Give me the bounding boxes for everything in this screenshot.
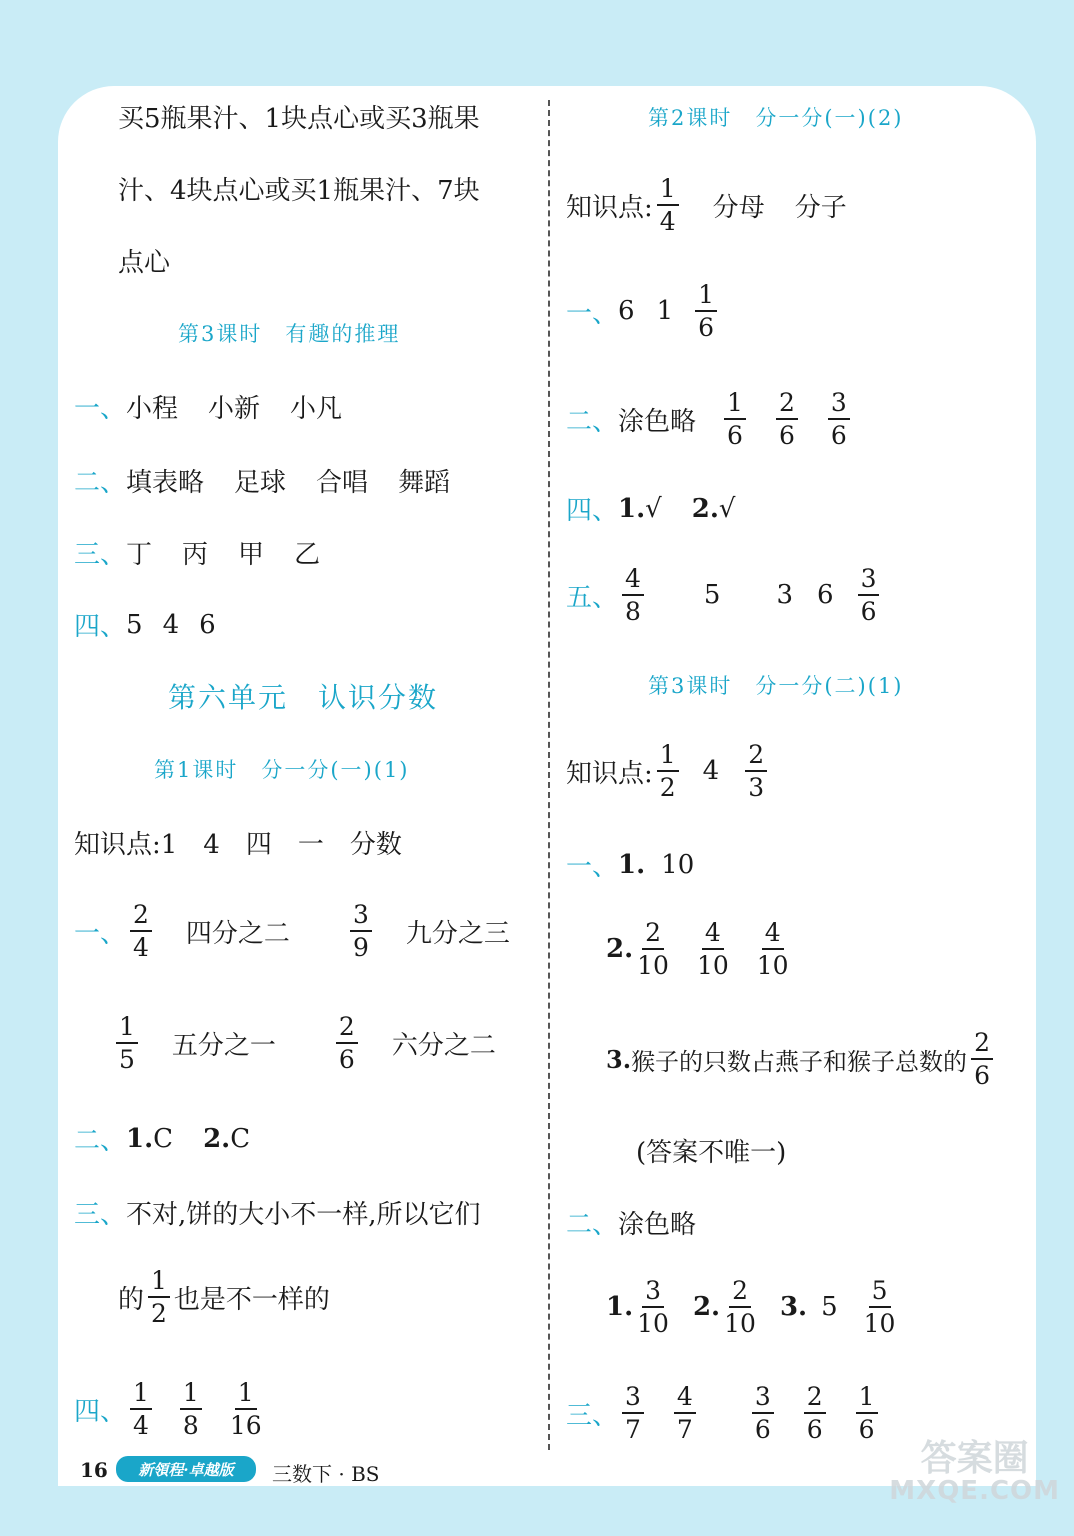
q-label: 二、 [566,1210,619,1240]
answer: 的 [118,1284,145,1315]
item-number: 1. [618,849,646,880]
answer: 4 [162,609,180,640]
item-number: 1. [606,1292,634,1322]
lesson-title-divide-1: 第1课时 分一分(一)(1) [154,758,410,782]
knowledge-points-2 [566,176,847,234]
fraction: $\frac{3}{7}$ [622,1384,644,1442]
q-label: 一、 [74,394,127,424]
answer: 丁 [126,540,153,570]
answer: 甲 [238,540,265,570]
q-label: 二、 [566,406,619,437]
fraction: $\frac{2}{6}$ [776,390,798,448]
fraction: $\frac{2}{10}$ [637,918,669,980]
q-label: 四、 [74,612,127,642]
answer: 丙 [182,540,209,570]
fraction: $\frac{3}{6}$ [858,566,880,624]
reasoning-q3 [74,534,320,571]
fraction: $\frac{3}{6}$ [828,390,850,448]
fraction: $\frac{2}{3}$ [745,742,767,800]
fraction: $\frac{3}{10}$ [637,1276,669,1338]
divide-q3-line1 [74,1194,481,1231]
answer: 六分之二 [391,1030,496,1061]
divide-q4 [74,1380,266,1438]
divide2-q5 [566,566,883,624]
knowledge-points-1: 知识点:1 4 四 一 分数 [74,830,402,860]
answer: 九分之三 [405,918,510,949]
divide3-q2-items [606,1278,899,1336]
answer: 猴子的只数占燕子和猴子总数的 [631,1047,968,1076]
q-label: 三、 [74,540,127,570]
watermark-title: 答案圈 [920,1438,1029,1479]
answer: 5 [703,580,721,610]
reasoning-q1 [74,388,342,425]
answer: 5 [821,1292,838,1322]
fraction: $\frac{1}{16}$ [229,1378,262,1440]
answer: 小新 [208,394,261,424]
book-subject: 三数下 · BS [272,1462,380,1486]
answer: 涂色略 [618,1210,697,1240]
fraction: $\frac{1}{6}$ [724,390,746,448]
label: 知识点: [566,192,653,223]
answer: 也是不一样的 [173,1284,330,1315]
answer: 乙 [294,540,321,570]
divide-q1-row1 [74,902,510,960]
answer: 1 [656,296,674,326]
item-number: 3. [779,1292,808,1322]
divide3-q1-note: (答案不唯一) [636,1138,787,1168]
lesson-title-divide-2: 第2课时 分一分(一)(2) [648,106,904,130]
answer: 6 [817,580,834,610]
item-number: 3. [606,1044,632,1074]
answer: 6 [199,609,216,640]
continued-answer-line-1: 买5瓶果汁、1块点心或买3瓶果 [118,104,480,134]
divide3-q1-3 [606,1030,997,1088]
column-divider [548,100,550,1450]
q-label: 二、 [74,1126,127,1156]
answer: 3 [776,580,794,610]
fraction: $\frac{1}{8}$ [180,1380,202,1438]
fraction: $\frac{3}{6}$ [752,1384,774,1442]
fraction: $\frac{1}{4}$ [130,1380,152,1438]
fraction: $\frac{2}{6}$ [971,1030,993,1088]
fraction: $\frac{1}{5}$ [116,1014,138,1072]
fraction: $\frac{4}{7}$ [674,1384,696,1442]
watermark-url: MXQE.COM [889,1475,1060,1506]
watermark [889,1440,1060,1505]
fraction: $\frac{3}{9}$ [350,902,372,960]
divide3-q2 [566,1204,696,1241]
answer: √ [718,493,736,524]
answer: 五分之一 [171,1030,276,1061]
answer: 5 [126,609,143,640]
answer: 10 [661,849,695,880]
label: 知识点: [566,758,653,789]
divide3-q3 [566,1384,882,1442]
fraction: $\frac{1}{6}$ [856,1384,878,1442]
fraction: $\frac{2}{6}$ [804,1384,826,1442]
q-label: 二、 [74,468,127,498]
divide3-q1-2 [606,920,793,978]
item-number: 2. [691,493,719,524]
divide-q2 [74,1120,250,1157]
item-number: 1. [618,493,646,524]
q-label: 一、 [566,852,619,882]
answer: C [230,1123,251,1154]
brand-badge: 新領程·卓越版 [116,1456,256,1482]
fraction: $\frac{2}{4}$ [130,902,152,960]
answer: 足球 [234,468,287,498]
divide2-q4 [566,490,735,527]
q-label: 一、 [566,298,619,329]
fraction: $\frac{5}{10}$ [863,1276,896,1338]
answer: 分子 [794,192,847,223]
item-number: 2. [203,1123,231,1154]
fraction: $\frac{1}{4}$ [657,176,679,234]
fraction: $\frac{1}{2}$ [148,1268,170,1326]
q-label: 五、 [566,582,619,613]
continued-answer-line-2: 汁、4块点心或买1瓶果汁、7块 [118,176,480,206]
fraction: $\frac{1}{2}$ [657,742,679,800]
lesson-title-divide-3: 第3课时 分一分(二)(1) [648,674,904,698]
q-label: 三、 [566,1400,619,1431]
fraction: $\frac{1}{6}$ [695,282,717,340]
answer: C [153,1123,174,1154]
divide2-q2 [566,390,854,448]
answer: 6 [618,296,635,326]
answer: 涂色略 [618,406,697,437]
q-label: 四、 [74,1396,127,1427]
continued-answer-line-3: 点心 [118,248,171,278]
knowledge-points-3 [566,742,771,800]
divide2-q1 [566,282,721,340]
item-number: 2. [692,1292,721,1322]
reasoning-q2 [74,462,450,499]
answer: 舞蹈 [398,468,451,498]
answer: 小程 [126,394,179,424]
divide-q1-row2 [112,1014,496,1072]
item-number: 2. [606,934,634,964]
lesson-title-interesting-reasoning: 第3课时 有趣的推理 [178,322,401,346]
divide3-q1-1 [566,846,694,883]
divide-q3-line2 [118,1268,330,1326]
page-number: 16 [80,1458,108,1482]
answer: √ [645,493,662,524]
q-label: 三、 [74,1200,127,1230]
q-label: 四、 [566,496,619,526]
fraction: $\frac{2}{10}$ [724,1276,756,1338]
answer: 合唱 [316,468,369,498]
unit-title: 第六单元 认识分数 [168,681,439,714]
fraction: $\frac{4}{10}$ [756,918,789,980]
fraction: $\frac{4}{8}$ [622,566,644,624]
answer: 不对,饼的大小不一样,所以它们 [126,1200,481,1230]
answer: 填表略 [126,468,205,498]
fraction: $\frac{2}{6}$ [336,1014,358,1072]
fraction: $\frac{4}{10}$ [696,918,729,980]
answer: 分母 [712,192,765,223]
answer: 4 [702,756,720,786]
reasoning-q4 [74,606,216,643]
answer: 小凡 [290,394,343,424]
answer: 四分之二 [185,918,290,949]
item-number: 1. [126,1123,154,1154]
q-label: 一、 [74,918,127,949]
